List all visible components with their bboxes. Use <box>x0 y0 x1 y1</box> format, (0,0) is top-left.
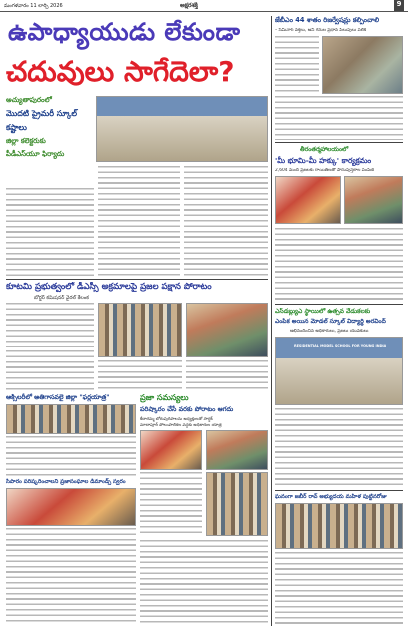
right-second-headline: 'మీ భూమి-మీ హక్కు' కార్యక్రమం <box>275 156 372 165</box>
third-story-headline: ప్రజా సమస్యలు <box>140 393 189 402</box>
left-fourth-photo <box>6 488 136 526</box>
second-story-text <box>6 303 94 347</box>
paper-name: అక్షరశక్తి <box>180 2 198 9</box>
third-story-text <box>140 472 202 536</box>
right-second-kicker: తీరంతర్మహాలయంలో <box>300 146 349 153</box>
school-banner-text: RESIDENTIAL MODEL SCHOOL FOR YOUNG INDIA <box>294 344 386 348</box>
second-story-text <box>6 350 94 390</box>
highlight-line: పీడీఎస్‌యూ ఫిర్యాదు <box>6 150 65 158</box>
right-top-text <box>275 96 403 140</box>
left-third-headline: ఆక్సిలరీలో అతిగాసవలై జిల్లా "ఫర్లయాత్ర" <box>6 393 110 401</box>
left-third-text <box>6 436 136 476</box>
left-third-photo <box>6 404 136 434</box>
left-fourth-text <box>6 528 136 624</box>
third-story-text <box>140 540 268 624</box>
second-story-text <box>98 360 182 390</box>
right-third-headline: ఎస్‌డబ్ల్యుఎ స్థాయిలో ఉత్సవ వేడుకలకు <box>275 308 371 315</box>
right-second-photo <box>275 176 341 224</box>
second-story-photo <box>186 303 268 357</box>
right-second-text <box>275 228 403 302</box>
masthead <box>0 0 408 12</box>
right-top-text <box>275 36 319 94</box>
second-story-text <box>186 360 268 390</box>
right-third-byline: అభినందించిన అధికారులు, ప్రజలు యువకులు <box>290 329 369 334</box>
lead-headline-top: ఉపాధ్యాయుడు లేకుండా <box>8 18 241 46</box>
lead-body-text <box>6 188 94 276</box>
right-second-photo <box>344 176 403 224</box>
right-fourth-text <box>275 552 403 624</box>
right-second-byline: 2,604 మంది ప్రజలకు రాయితీలతో పాసుపుస్తకాల పంపిణీ <box>275 168 374 173</box>
section-divider <box>275 490 403 491</box>
section-divider <box>6 279 268 280</box>
highlight-line: మొదటి ప్రైమరీ స్కూల్ <box>6 109 78 118</box>
right-top-photo <box>322 36 403 94</box>
third-story-subhead: పరిష్కారం చేసే వరకు పోరాటం ఆగదు <box>140 405 234 413</box>
lead-body-text <box>98 166 180 276</box>
right-third-subhead: ఎంపిక అయిన మోడల్ స్కూల్ విద్యార్థి అరవింద్ <box>275 318 386 325</box>
column-divider <box>271 16 272 626</box>
issue-date: మంగళవారం 11 లార్చి 2026 <box>4 3 63 9</box>
right-top-byline: – సెమినార్ వక్తలు, అని గనుల ప్రధాన పిలుపులు పలికి <box>275 28 367 33</box>
lead-body-text <box>184 166 268 276</box>
highlight-line: కష్టాలు <box>6 123 27 132</box>
right-fourth-headline: ఘనంగా జబీర్ రావ్ అభ్యుదయ మహిళ పుట్టినరోజు <box>275 494 387 500</box>
highlight-line: అచ్యుతాపురంలో <box>6 96 52 104</box>
lead-highlight-box <box>6 96 94 186</box>
lead-photo <box>96 96 268 162</box>
third-story-kicker: మాదాపూర్ పోలంపాలికల వద్దకు అధికారుల యాత్ర <box>140 422 222 427</box>
lead-headline-main: చదువులు సాగేదెలా? <box>6 55 235 88</box>
right-third-photo <box>275 337 403 405</box>
right-fourth-photo <box>275 503 403 549</box>
right-third-text <box>275 408 403 488</box>
left-fourth-headline: సిపారం పరిష్కరించాలని ప్రజాసంఘాల డిమాండ్స్ స్వరం <box>6 479 126 485</box>
highlight-line: జిల్లా కలెక్టరుకు <box>6 137 46 145</box>
second-story-headline: కూటమి ప్రభుత్వంలో డీఎస్సీ అక్రమాలపై ప్రజల పక్షాన పోరాటం <box>6 282 212 292</box>
section-divider <box>275 142 403 143</box>
second-story-byline: బోర్డర్ కమిషనర్ వైరల్ కేలంక <box>34 295 89 301</box>
right-top-headline: జేబీఎం 44 శాతం రిజర్వేషన్లు కల్పించాలి <box>275 16 380 24</box>
third-story-kicker: కేదారమ్మ బోరుపురిపాలను అధ్యక్షులతో సార్థక్ <box>140 416 213 421</box>
third-story-photo <box>206 430 268 470</box>
section-divider <box>275 304 403 305</box>
second-story-photo <box>98 303 182 357</box>
third-story-photo <box>206 472 268 536</box>
third-story-photo <box>140 430 202 470</box>
page-number: 9 <box>394 0 404 11</box>
